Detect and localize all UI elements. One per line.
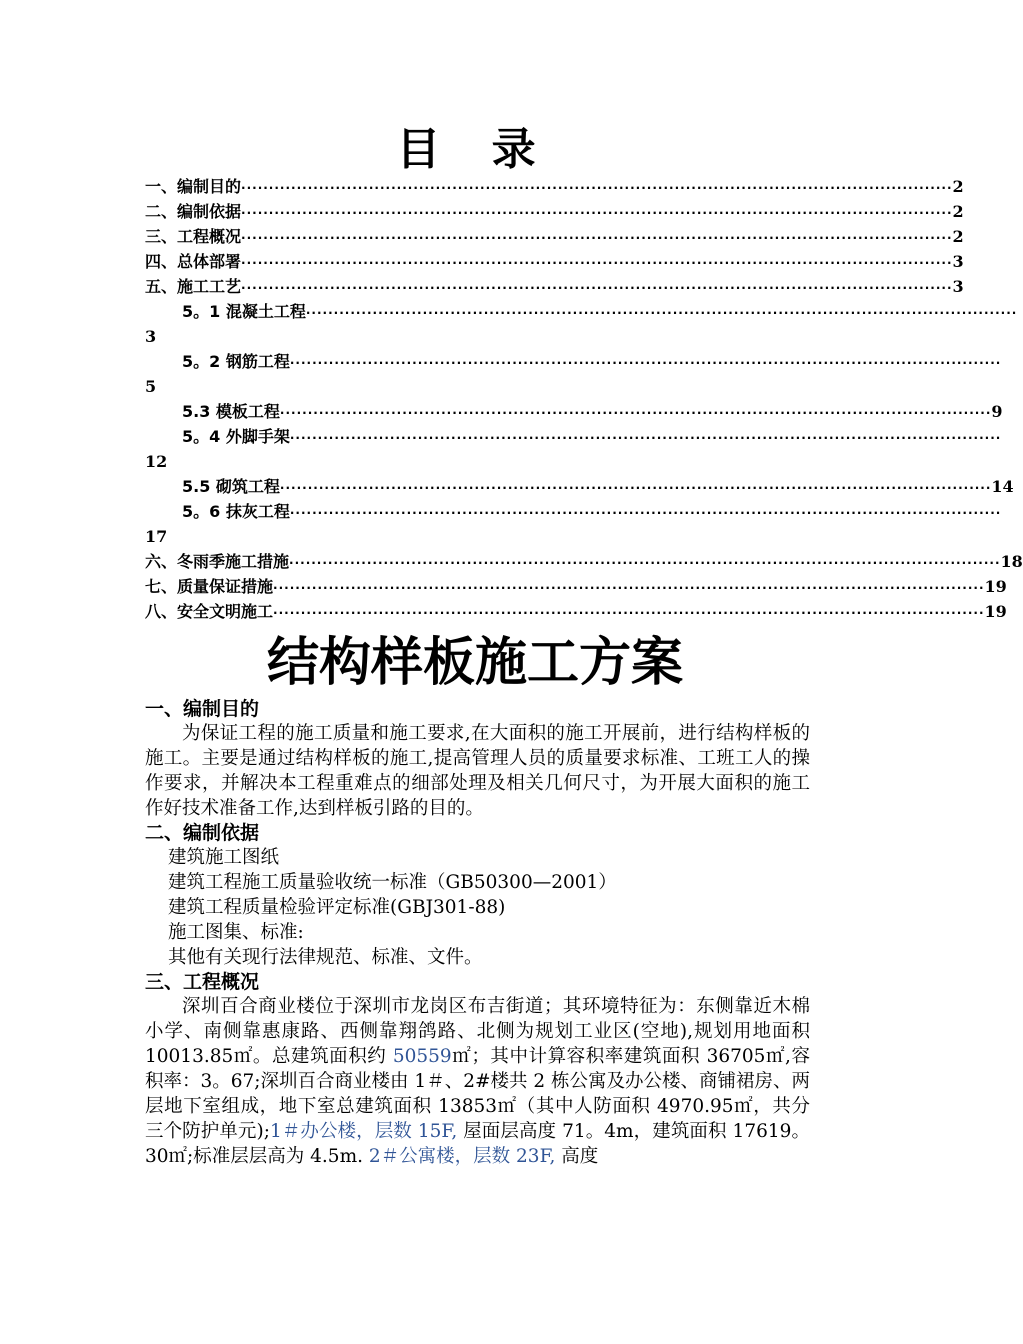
- toc-entry-label: 二、编制依据: [145, 202, 242, 221]
- reference-item: 施工图集、标准:: [168, 922, 304, 943]
- toc-leader-dots: ································································································································: [279, 406, 992, 420]
- toc-entry-page: 3: [952, 252, 964, 271]
- toc-subentry[interactable]: [145, 474, 1014, 499]
- toc-title: 目 录: [396, 124, 554, 175]
- toc-entry-page: 14: [991, 477, 1014, 496]
- toc-subentry[interactable]: [145, 299, 1018, 324]
- toc-entry[interactable]: [145, 599, 1007, 624]
- section-heading: 二、编制依据: [145, 822, 260, 844]
- toc-entry-page: 5: [145, 377, 157, 396]
- highlighted-text: 2＃公寓楼，层数 23F,: [368, 1146, 556, 1167]
- toc-entry-page: 9: [991, 402, 1003, 421]
- highlighted-text: 1＃办公楼，层数 15F,: [269, 1121, 458, 1142]
- toc-entry-page: 3: [952, 277, 964, 296]
- toc-leader-dots: ································································································································: [305, 306, 1018, 320]
- toc-leader-dots: ································································································································: [289, 506, 1002, 520]
- toc-entry-page: 19: [984, 577, 1007, 596]
- section-paragraph: 为保证工程的施工质量和施工要求,在大面积的施工开展前，进行结构样板的施工。主要是通过结构样板的施工,提高管理人员的质量要求标准、工班工人的操作要求，并解决本工程重难点的细部处理及相关几何尺寸，为开展大面积的施工作好技术准备工作,达到样板引路的目的。: [145, 723, 810, 819]
- paragraph-text: 高度: [555, 1146, 599, 1167]
- toc-entry[interactable]: [145, 174, 964, 199]
- toc-leader-dots: ································································································································: [273, 606, 985, 620]
- toc-leader-dots: ································································································································: [241, 281, 953, 295]
- toc-leader-dots: ································································································································: [289, 431, 1002, 445]
- toc-entry-label: 5。4 外脚手架: [182, 427, 290, 446]
- toc-entry-label: 八、安全文明施工: [145, 602, 274, 621]
- toc-entry-page: 2: [952, 177, 964, 196]
- document-title: 结构样板施工方案: [266, 633, 683, 693]
- paragraph-text: 深圳百合商业楼位于深圳市龙岗区布吉街道；其环境特征为：东侧靠近木棉小学、南侧靠惠康路、西侧靠翔鸽路、北侧为规划工业区(空地),规划用地面积 10013.85㎡。总建筑面积约: [145, 996, 810, 1067]
- toc-entry-label: 5.5 砌筑工程: [182, 477, 280, 496]
- toc-leader-dots: ································································································································: [279, 481, 992, 495]
- document-body: [145, 697, 810, 1169]
- table-of-contents: [145, 174, 1023, 624]
- toc-entry[interactable]: [145, 199, 964, 224]
- toc-entry-page: 18: [1000, 552, 1023, 571]
- toc-entry[interactable]: [145, 224, 964, 249]
- toc-subentry[interactable]: [145, 399, 1003, 424]
- toc-entry-page: 2: [952, 202, 964, 221]
- toc-subentry[interactable]: [145, 499, 1002, 524]
- toc-entry[interactable]: [145, 249, 964, 274]
- toc-leader-dots: ································································································································: [241, 181, 953, 195]
- section-heading: 一、编制目的: [145, 698, 260, 720]
- toc-entry-page: 17: [145, 527, 168, 546]
- toc-leader-dots: ································································································································: [273, 581, 985, 595]
- section-paragraph: [145, 994, 810, 1169]
- toc-entry-label: 5.3 模板工程: [182, 402, 280, 421]
- reference-item: 建筑工程施工质量验收统一标准（GB50300—2001）: [168, 872, 617, 893]
- toc-entry-page: 19: [984, 602, 1007, 621]
- toc-entry-label: 六、冬雨季施工措施: [145, 552, 290, 571]
- toc-entry-label: 五、施工工艺: [145, 277, 242, 296]
- toc-entry[interactable]: [145, 274, 964, 299]
- toc-entry[interactable]: [145, 574, 1007, 599]
- toc-entry-label: 四、总体部署: [145, 252, 242, 271]
- toc-entry-label: 5。2 钢筋工程: [182, 352, 290, 371]
- highlighted-text: 50559: [392, 1046, 452, 1067]
- toc-entry-label: 5。6 抹灰工程: [182, 502, 290, 521]
- reference-item: 建筑施工图纸: [168, 847, 280, 868]
- toc-leader-dots: ································································································································: [241, 256, 953, 270]
- toc-subentry[interactable]: [145, 349, 1002, 374]
- toc-leader-dots: ································································································································: [241, 231, 953, 245]
- toc-entry-page: 12: [145, 452, 168, 471]
- toc-entry-label: 5。1 混凝土工程: [182, 302, 306, 321]
- toc-entry-page: 3: [145, 327, 157, 346]
- toc-entry-label: 三、工程概况: [145, 227, 242, 246]
- toc-leader-dots: ································································································································: [289, 356, 1002, 370]
- reference-item: 建筑工程质量检验评定标准(GBJ301-88): [168, 897, 506, 918]
- toc-entry-page: 2: [952, 227, 964, 246]
- reference-item: 其他有关现行法律规范、标准、文件。: [168, 947, 483, 968]
- toc-leader-dots: ································································································································: [241, 206, 953, 220]
- paragraph-text: ㎡；其中计算容积率建筑面积 36705㎡,容积率：3。67;深圳百合商业楼由 1＃、2#楼共 2 栋公寓及办公楼、商铺裙房、两层地下室组成，地下室总建筑面积 13853㎡（其中人防面积 4970.95㎡，共分三个防护单元);: [145, 1046, 811, 1142]
- toc-entry[interactable]: [145, 549, 1023, 574]
- toc-entry-label: 七、质量保证措施: [145, 577, 274, 596]
- toc-leader-dots: ································································································································: [289, 556, 1001, 570]
- toc-subentry[interactable]: [145, 424, 1002, 449]
- toc-entry-label: 一、编制目的: [145, 177, 242, 196]
- section-heading: 三、工程概况: [145, 971, 260, 993]
- paragraph-text: 屋面层高度 71。4m，建筑面积 17619。30㎡;标准层层高为 4.5m.: [145, 1121, 810, 1167]
